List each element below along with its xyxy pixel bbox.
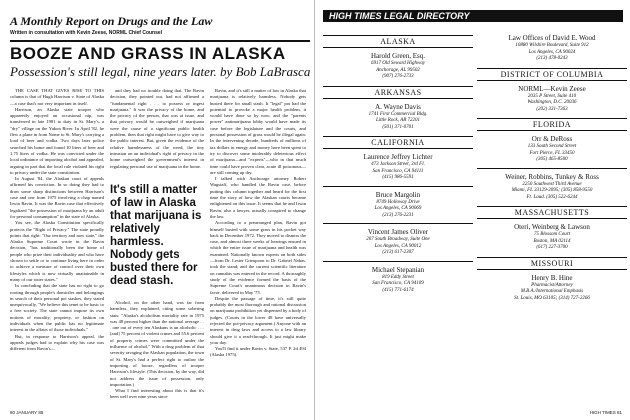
- directory-section-heading: ARKANSAS: [323, 86, 473, 99]
- byline-consultation: Written in consultation with Kevin Zeese, NORML Chief Counsel: [10, 30, 163, 36]
- article-paragraph: You see, the Alaska Constitution specifically protects the "Right of Privacy." The state proudly points that right: "Our territory and now state," the Alaska Supreme Court wrote in the Ravin decision, "has traditionally been the home of people who prize their individuality and who have chosen to settle or to continue living here in order to achieve a measure of control over their own lifestyles which is now virtually unattainable in many of our sister states.": [10, 220, 104, 282]
- attorney-address-line: (617) 227-3700: [536, 245, 568, 250]
- directory-entry: [477, 173, 627, 202]
- directory-section-heading: ALASKA: [323, 35, 473, 48]
- attorney-address-line: Los Angeles, CA 90069: [374, 206, 422, 211]
- attorney-address-line: Los Angeles, CA 90024: [528, 49, 576, 55]
- directory-section-heading: CALIFORNIA: [323, 136, 473, 149]
- article-paragraph: I talked with Anchorage attorney Robert Wagstaff, who handled the Ravin case, before putting this column together and heard for the first time the story of how the Alaskan courts became enlightened on this issue. It seems that he and Irwin Ravin, also a lawyer, actually conspired to change the law.: [210, 176, 306, 219]
- top-rule: [10, 40, 310, 42]
- page-folio-left: 80 JANUARY 85: [10, 410, 44, 415]
- column-kicker: A Monthly Report on Drugs and the Law: [10, 14, 213, 28]
- attorney-address-line: (305) 465-8500: [536, 157, 568, 162]
- attorney-address-line: 819 Eddy Street: [382, 274, 414, 280]
- attorney-name: Laurence Jeffrey Lichter: [363, 153, 433, 161]
- headline: BOOZE AND GRASS IN ALASKA: [10, 44, 286, 63]
- article-paragraph: and they had no trouble doing that. The Ravin decision, they pointed out, had not affirmed a "fundamental right . . . to possess or ingest marijuana." It was the privacy of the home, and the privacy of the person, that was at issue, and that privacy would be outweighed if marijuana were the cause of a significant public health problem, then that right might have to give way to the public interest. But, given the evidence of the relative harmlessness of the weed, the tiny intrusion on an individual's right of privacy in the home outweighed the government's interest in regulating personal use of marijuana in the home.: [110, 88, 204, 169]
- attorney-address-line: (213) 617-2307: [382, 250, 414, 255]
- article-column-2-top: [110, 88, 204, 180]
- article-paragraph: Despite the passage of time, it's still quite probably the most thorough and rational discussion on marijuana prohibition yet dispensed by a body of judges. (Courts in the lower 48 have universally rejected the pot-privacy argument.) Anyone with an interest in drug laws and access to a law library should give it a read-through. It just might make your day.: [210, 295, 306, 345]
- entry-divider: [323, 223, 473, 224]
- directory-section-heading: MASSACHUSETTS: [477, 206, 627, 219]
- article-column-3: [210, 88, 306, 406]
- directory-column-left: [323, 30, 473, 294]
- entry-divider: [323, 261, 473, 262]
- article-paragraph: THE CASE THAT GIVES RISE TO THIS column is that of Hugh Harrison v. State of Alaska—a case that's not very important in itself.: [10, 88, 104, 106]
- attorney-address-line: Miami, FL 33129-2095; (305) 858-9550: [511, 188, 593, 193]
- attorney-address-line: Fort Pierce, FL 33450: [529, 150, 575, 156]
- attorney-name: Oteri, Weinberg & Lawson: [514, 223, 590, 231]
- attorney-address-line: 8749 Holloway Drive: [376, 199, 420, 205]
- attorney-address-line: (415) 986-5591: [382, 175, 414, 180]
- article-paragraph: In concluding that the state has no right to go rooting through people's domiciles and belongings in search of their personal pot stashes, they stated unequivocally, "We believe this tenet to be basic to a free society. The state cannot impose its own notions of morality, propriety, or fashion on individuals when the public has no legitimate interest in the affairs of those individuals.": [10, 283, 104, 333]
- directory-entry: [477, 135, 627, 164]
- attorney-address-line: (202) 331-7363: [536, 106, 568, 112]
- page-folio-right: HIGH TIMES 81: [589, 410, 622, 415]
- attorney-name: Vincent James Oliver: [367, 228, 429, 236]
- article-paragraph: Harrison, an Alaska state trooper who apparently enjoyed an occasional nip, was transferred in late 1981 to duty in St. Mary's, a "dry" village on the Yukon River. In April '82, he flew a plane in from Nome to St. Mary's carrying a load of beer and vodka. Two days later police searched his home and found 10 liters of beer and 1.75 liters of vodka. He was convicted under the local ordinance of importing alcohol and appealed, arguing in part that the local rule violated his right to privacy under the state constitution.: [10, 106, 104, 175]
- attorney-address-line: Little Rock, AR 72201: [375, 118, 421, 123]
- attorney-address-line: 10880 Wilshire Boulevard, Suite 912: [515, 43, 589, 48]
- directory-entry: [323, 266, 473, 295]
- article-paragraph: What I find interesting about this is that it's been well over nine years since: [110, 388, 204, 400]
- directory-section-heading: DISTRICT OF COLUMBIA: [477, 68, 627, 81]
- attorney-address-line: (213) 276-2231: [382, 212, 414, 218]
- attorney-address-line: 207 South Broadway, Suite One: [366, 237, 430, 242]
- attorney-address-line: Washington, D.C. 20036: [527, 100, 577, 105]
- attorney-address-line: 2035 P Street, Suite 410: [527, 93, 577, 99]
- deck: Possession's still legal, nine years later. by Bob LaBrasca: [10, 64, 311, 79]
- attorney-address-line: (501) 371-0701: [382, 124, 414, 130]
- article-paragraph: According to a prearranged plan, Ravin got himself busted with some grass in his pocket way back in December 1972. They moved to dismiss the case, and almost three weeks of hearings ensued in which the entire issue of marijuana and health was examined. Nationally known experts on both sides—from Dr. Lester Grinspoon to Dr. Gabriel Nahas, took the stand; and the current scientific literature on cannabis was entered in the record. A thoroughly study of the evidence formed the basis of the Supreme Court's unanimous decision in Ravin's favor, delivered in May '75.: [210, 220, 306, 295]
- attorney-address-line: Ft. Laud. (305) 522-6244: [526, 194, 578, 200]
- attorney-address-line: 133 South Second Street: [527, 144, 577, 149]
- attorney-name: Bruce Margolin: [375, 190, 421, 199]
- attorney-address-line: San Francisco, CA 94109: [372, 281, 424, 286]
- directory-entry: [323, 228, 473, 257]
- article-paragraph: Alcohol, on the other hand, was far from harmless, they explained, citing some sobering stats: "Alaska's alcoholism mortality rate in 1975 was 48 percent higher than the national average . . . one out of every ten Alaskans is an alcoholic . . . [and] 75 percent of violent crimes and 55.6 percent of property crimes were committed under the influence of alcohol." With a drug problem of that severity ravaging the Alaskan population, the town of St. Mary's had a perfect right to outlaw the importing of booze, regardless of trooper Harrison's lifestyle. (This decision, by the way, did not address the issue of possession, only importation.): [110, 300, 204, 387]
- attorney-name: Michael Stepanian: [371, 265, 425, 274]
- attorney-address-line: Anchorage, AL 99502: [376, 67, 420, 73]
- attorney-address-line: 1741 First Commercial Bldg.: [368, 111, 428, 117]
- attorney-address-line: (907) 276-2733: [382, 74, 414, 79]
- article-paragraph: Ravin, and it's still a matter of law in Alaska that marijuana is relatively harmless. Nobody gets busted there for small stash. It "legal" pot had the potential to provoke a major health problem, it would have done so by now; and the "parents power" antimarijuana lobby would have made its case before the legislature and the courts, and personal possession of grass would be illegal again. In the intervening decade, hundreds of millions of tax dollars in energy and money have been spent to try to discover some intolerably deleterious effect of marijuana—and "experts"—who in that much time could have proven clear, acute ill poisonous—are still coming up dry.: [210, 88, 306, 175]
- attorney-name: Henry B. Hine: [531, 273, 573, 282]
- article-paragraph: You'll find it under Ravin v. State, 537 P. 2d 494 (Alaska 1975).: [210, 346, 306, 358]
- attorney-name: Harold Green, Esq.: [370, 52, 426, 60]
- directory-entry: [323, 191, 473, 220]
- directory-entry: [477, 85, 627, 114]
- article-column-1: [10, 88, 104, 406]
- attorney-name: Orr & DeRoss: [531, 135, 573, 143]
- attorney-name: Law Offices of David E. Wood: [508, 34, 596, 42]
- entry-divider: [477, 168, 627, 169]
- attorney-address-line: San Francisco, CA 94111: [372, 168, 424, 174]
- attorney-address-line: Los Angeles, CA 90012: [374, 243, 422, 249]
- directory-entry: [323, 52, 473, 81]
- directory-header: HIGH TIMES LEGAL DIRECTORY: [323, 10, 623, 22]
- directory-section-heading: FLORIDA: [477, 118, 627, 131]
- attorney-address-line: 75 Blossom Court: [533, 232, 571, 237]
- attorney-name: A. Wayne Davis: [375, 102, 421, 111]
- attorney-address-line: St. Louis, MO 63105; (314) 727-2266: [514, 295, 590, 301]
- attorney-name: Weiner, Robbins, Tunkey & Ross: [505, 172, 599, 181]
- attorney-address-line: 2250 Southwest Third Avenue: [522, 181, 582, 187]
- attorney-address-line: Pharmacist/Attorney: [531, 282, 573, 288]
- entry-divider: [323, 186, 473, 187]
- pull-quote: It's still a matter of law in Alaska that marijuana is relatively harmless. Nobody gets busted there for dead stash.: [110, 184, 202, 287]
- right-page: [315, 0, 630, 420]
- attorney-address-line: (213) 478-0243: [536, 56, 568, 61]
- directory-column-right: [477, 30, 627, 302]
- attorney-address-line: (415) 771-6174: [382, 287, 414, 293]
- directory-entry: [323, 103, 473, 132]
- directory-entry: [323, 153, 473, 182]
- attorney-address-line: M.B.A./International Emphasis: [520, 289, 584, 294]
- directory-entry: [477, 274, 627, 303]
- attorney-name: NORML—Kevin Zeese: [518, 84, 586, 93]
- attorney-address-line: 473 Jackson Street, 3rd Fl.: [371, 162, 425, 167]
- attorney-address-line: 6917 Old Seward Highway: [370, 61, 426, 66]
- article-column-2-bottom: [110, 300, 204, 406]
- attorney-address-line: Boston, MA 02114: [533, 238, 571, 244]
- directory-section-heading: MISSOURI: [477, 257, 627, 270]
- article-paragraph: In August '84, the Alaskan court of appeals affirmed his conviction. In so doing they had to draw some sharp distinctions between Harrison's case and one from 1975 involving a chap named Irwin Ravin. It was the Ravin case that effectively legalized "the possession of marijuana by an adult for personal consumption" in the state of Alaska.: [10, 176, 104, 219]
- directory-entry: [477, 34, 627, 63]
- article-paragraph: But, in response to Harrison's appeal, the appeals judges had to explain why his case was different from Ravin's—: [10, 333, 104, 352]
- directory-entry: [477, 223, 627, 252]
